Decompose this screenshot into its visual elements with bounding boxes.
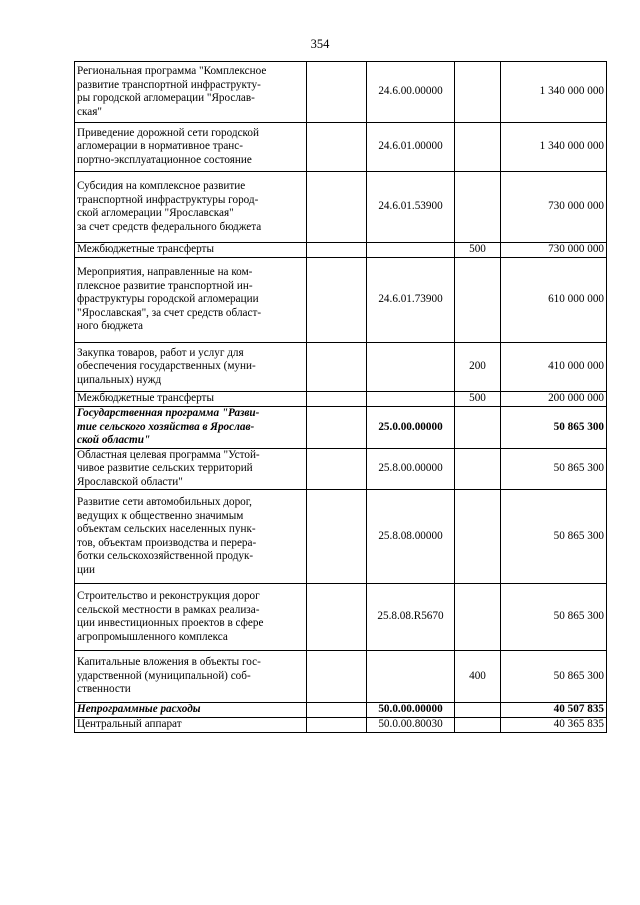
- expense-type-cell: [455, 448, 501, 490]
- expense-name-cell: Межбюджетные трансферты: [75, 243, 307, 258]
- target-code-cell: 25.0.00.00000: [367, 407, 455, 449]
- spacer-cell: [307, 172, 367, 243]
- expense-name-cell: Капитальные вложения в объекты гос- ударственной (муниципальной) соб- ственности: [75, 651, 307, 703]
- table-row: [75, 651, 607, 703]
- table-row: [75, 407, 607, 449]
- table-row: [75, 258, 607, 343]
- amount-cell: 200 000 000: [501, 392, 607, 407]
- table-row: [75, 172, 607, 243]
- page-number: 354: [310, 37, 330, 51]
- expense-name-cell: Областная целевая программа "Устой- чивое развитие сельских территорий Ярославской области": [75, 448, 307, 490]
- table-row: [75, 718, 607, 733]
- spacer-cell: [307, 392, 367, 407]
- expense-name-cell: Центральный аппарат: [75, 718, 307, 733]
- expense-name-cell: Закупка товаров, работ и услуг для обеспечения государственных (муни- ципальных) нужд: [75, 343, 307, 392]
- spacer-cell: [307, 490, 367, 584]
- expense-name-cell: Субсидия на комплексное развитие транспортной инфраструктуры город- ской агломерации "Ярославская" за счет средств федерального бюджета: [75, 172, 307, 243]
- target-code-cell: 25.8.08.R5670: [367, 584, 455, 651]
- expense-name-cell: Региональная программа "Комплексное развитие транспортной инфраструкту- ры городской агломерации "Ярослав- ская": [75, 62, 307, 123]
- spacer-cell: [307, 718, 367, 733]
- expense-type-cell: [455, 407, 501, 449]
- expense-type-cell: 200: [455, 343, 501, 392]
- spacer-cell: [307, 343, 367, 392]
- target-code-cell: 25.8.08.00000: [367, 490, 455, 584]
- target-code-cell: 25.8.00.00000: [367, 448, 455, 490]
- expense-name-cell: Строительство и реконструкция дорог сельской местности в рамках реализа- ции инвестиционных проектов в сфере агропромышленного комплекса: [75, 584, 307, 651]
- amount-cell: 1 340 000 000: [501, 123, 607, 172]
- expense-name-cell: Межбюджетные трансферты: [75, 392, 307, 407]
- amount-cell: 40 507 835: [501, 703, 607, 718]
- expense-type-cell: [455, 584, 501, 651]
- table-row: [75, 243, 607, 258]
- spacer-cell: [307, 258, 367, 343]
- expense-name-cell: Мероприятия, направленные на ком- плексное развитие транспортной ин- фраструктуры городской агломерации "Ярославская", за счет средств област- ного бюджета: [75, 258, 307, 343]
- amount-cell: 1 340 000 000: [501, 62, 607, 123]
- expense-type-cell: 400: [455, 651, 501, 703]
- budget-table: [74, 61, 607, 733]
- spacer-cell: [307, 243, 367, 258]
- amount-cell: 50 865 300: [501, 407, 607, 449]
- target-code-cell: [367, 343, 455, 392]
- spacer-cell: [307, 651, 367, 703]
- table-row: [75, 123, 607, 172]
- table-row: [75, 703, 607, 718]
- expense-name-cell: Приведение дорожной сети городской агломерации в нормативное транс- портно-эксплуатационное состояние: [75, 123, 307, 172]
- spacer-cell: [307, 407, 367, 449]
- spacer-cell: [307, 123, 367, 172]
- table-row: [75, 62, 607, 123]
- expense-name-cell: Непрограммные расходы: [75, 703, 307, 718]
- expense-type-cell: [455, 258, 501, 343]
- spacer-cell: [307, 62, 367, 123]
- target-code-cell: [367, 243, 455, 258]
- amount-cell: 50 865 300: [501, 448, 607, 490]
- amount-cell: 730 000 000: [501, 243, 607, 258]
- target-code-cell: [367, 651, 455, 703]
- target-code-cell: 24.6.01.53900: [367, 172, 455, 243]
- expense-name-cell: Государственная программа "Разви- тие сельского хозяйства в Ярослав- ской области": [75, 407, 307, 449]
- expense-type-cell: [455, 123, 501, 172]
- amount-cell: 50 865 300: [501, 584, 607, 651]
- target-code-cell: 24.6.00.00000: [367, 62, 455, 123]
- target-code-cell: 50.0.00.80030: [367, 718, 455, 733]
- amount-cell: 50 865 300: [501, 651, 607, 703]
- spacer-cell: [307, 703, 367, 718]
- table-row: [75, 343, 607, 392]
- target-code-cell: [367, 392, 455, 407]
- expense-type-cell: [455, 703, 501, 718]
- amount-cell: 610 000 000: [501, 258, 607, 343]
- spacer-cell: [307, 584, 367, 651]
- expense-type-cell: 500: [455, 243, 501, 258]
- expense-type-cell: [455, 490, 501, 584]
- spacer-cell: [307, 448, 367, 490]
- expense-type-cell: [455, 172, 501, 243]
- amount-cell: 730 000 000: [501, 172, 607, 243]
- amount-cell: 410 000 000: [501, 343, 607, 392]
- target-code-cell: 24.6.01.73900: [367, 258, 455, 343]
- expense-type-cell: [455, 62, 501, 123]
- target-code-cell: 24.6.01.00000: [367, 123, 455, 172]
- table-row: [75, 584, 607, 651]
- amount-cell: 50 865 300: [501, 490, 607, 584]
- table-row: [75, 490, 607, 584]
- expense-type-cell: 500: [455, 392, 501, 407]
- target-code-cell: 50.0.00.00000: [367, 703, 455, 718]
- table-row: [75, 448, 607, 490]
- table-row: [75, 392, 607, 407]
- expense-name-cell: Развитие сети автомобильных дорог, ведущих к общественно значимым объектам сельских населенных пунк- тов, объектам производства и перера- ботки сельскохозяйственной продук- ции: [75, 490, 307, 584]
- amount-cell: 40 365 835: [501, 718, 607, 733]
- expense-type-cell: [455, 718, 501, 733]
